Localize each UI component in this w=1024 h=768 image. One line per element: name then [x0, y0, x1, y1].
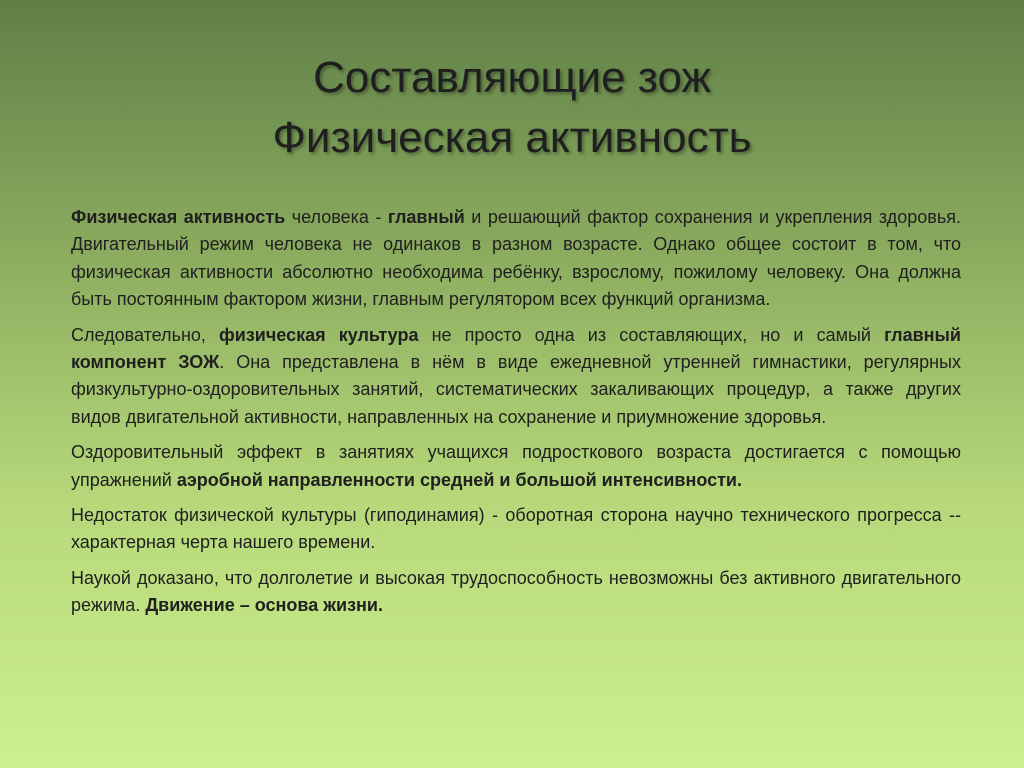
slide-title — [0, 48, 1024, 168]
text: . Она представлена в нём в виде ежедневной утренней гимнастики, регулярных физкультурно-оздоровительных занятий, систематических закаливающих процедур, а также других видов двигательной активности, направленных на сохранение и приумножение здоровья. — [71, 352, 961, 427]
paragraph-hypodynamia — [71, 502, 961, 557]
paragraph-longevity — [71, 565, 961, 620]
slide-body — [71, 204, 961, 628]
bold-text: главный — [387, 207, 465, 227]
bold-text: физическая культура — [219, 324, 419, 345]
text: не просто одна из составляющих, но и самый — [418, 324, 885, 345]
title-line-1: Составляющие зож — [313, 53, 711, 102]
text: Наукой доказано, что долголетие и высокая трудоспособность невозможны без активного двигательного режима. — [71, 567, 961, 616]
paragraph-physical-activity — [71, 204, 961, 314]
text: Следовательно, — [71, 324, 220, 345]
bold-text: аэробной направленности средней и большой интенсивности. — [176, 469, 742, 490]
text: Недостаток физической культуры (гиподинамия) - оборотная сторона научно технического прогресса --характерная черта нашего времени. — [71, 505, 961, 553]
paragraph-physical-culture — [71, 322, 961, 432]
bold-text: Движение – основа жизни. — [145, 595, 383, 616]
bold-text: Физическая активность — [71, 207, 286, 227]
text: и решающий фактор сохранения и укрепления здоровья. Двигательный режим человека не одинаков в разном возрасте. Однако общее состоит в том, что физическая активности абсолютно необходима ребёнку, взрослому, пожилому человеку. Она должна быть постоянным фактором жизни, главным регулятором всех функций организма. — [71, 207, 962, 310]
text: человека - — [285, 207, 388, 227]
bold-text: главный компонент ЗОЖ — [71, 324, 961, 373]
paragraph-health-effect — [71, 439, 961, 494]
text: Оздоровительный эффект в занятиях учащихся подросткового возраста достигается с помощью упражнений — [71, 442, 961, 490]
title-line-2: Физическая активность — [272, 113, 752, 162]
